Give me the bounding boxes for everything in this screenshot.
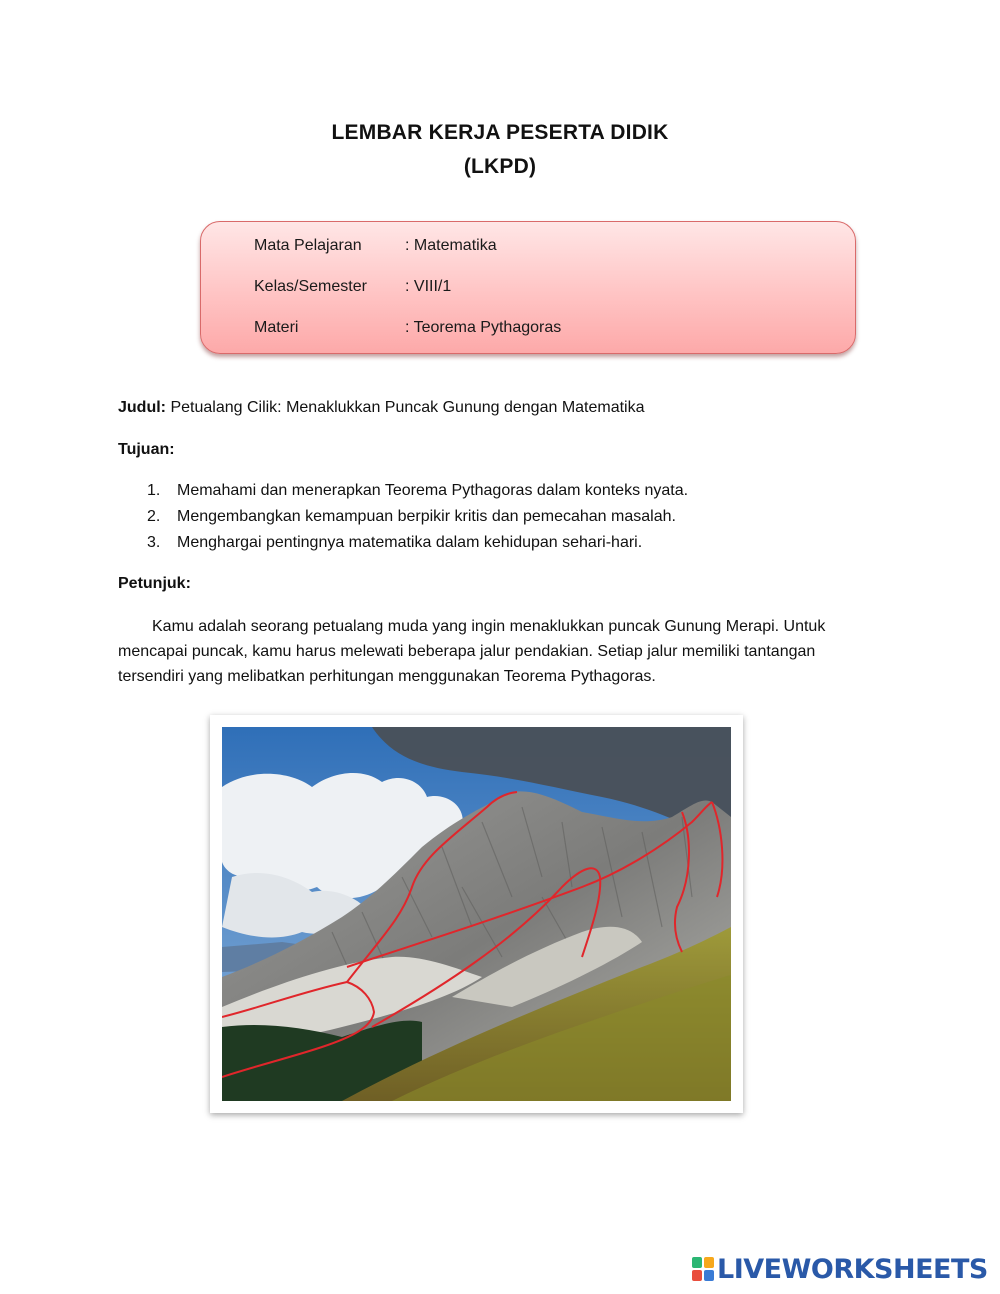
list-text: Memahami dan menerapkan Teorema Pythagoras dalam konteks nyata. [177,482,689,499]
info-label: Materi [254,319,299,336]
list-text: Menghargai pentingnya matematika dalam kehidupan sehari-hari. [177,534,643,551]
info-value: : Matematika [405,237,497,254]
info-label: Kelas/Semester [254,278,367,295]
judul-text: Petualang Cilik: Menaklukkan Puncak Gunung dengan Matematika [166,399,645,416]
paragraph-line: mencapai puncak, kamu harus melewati beberapa jalur pendakian. Setiap jalur memiliki tantangan [118,643,816,660]
info-value: : Teorema Pythagoras [405,319,562,336]
paragraph-line: Kamu adalah seorang petualang muda yang ingin menaklukkan puncak Gunung Merapi. Untuk [152,618,826,635]
info-label: Mata Pelajaran [254,237,362,254]
paragraph-line: tersendiri yang melibatkan perhitungan menggunakan Teorema Pythagoras. [118,668,656,685]
brand-name: LIVEWORKSHEETS [717,1253,988,1285]
mountain-photo [210,715,743,1113]
list-number: 3. [147,534,161,551]
list-text: Mengembangkan kemampuan berpikir kritis dan pemecahan masalah. [177,508,676,525]
liveworksheets-brand[interactable] [692,1252,988,1286]
info-value: : VIII/1 [405,278,452,295]
judul-line [118,399,645,417]
petunjuk-label: Petunjuk: [118,575,191,592]
tujuan-label: Tujuan: [118,441,175,458]
list-number: 2. [147,508,161,525]
page-subtitle: (LKPD) [463,155,537,178]
petunjuk-paragraph [118,614,848,689]
mountain-illustration [222,727,731,1101]
judul-label: Judul: [118,399,166,416]
liveworksheets-logo-icon [692,1257,714,1281]
page-title: LEMBAR KERJA PESERTA DIDIK [331,121,669,144]
info-box [200,221,856,354]
list-number: 1. [147,482,161,499]
